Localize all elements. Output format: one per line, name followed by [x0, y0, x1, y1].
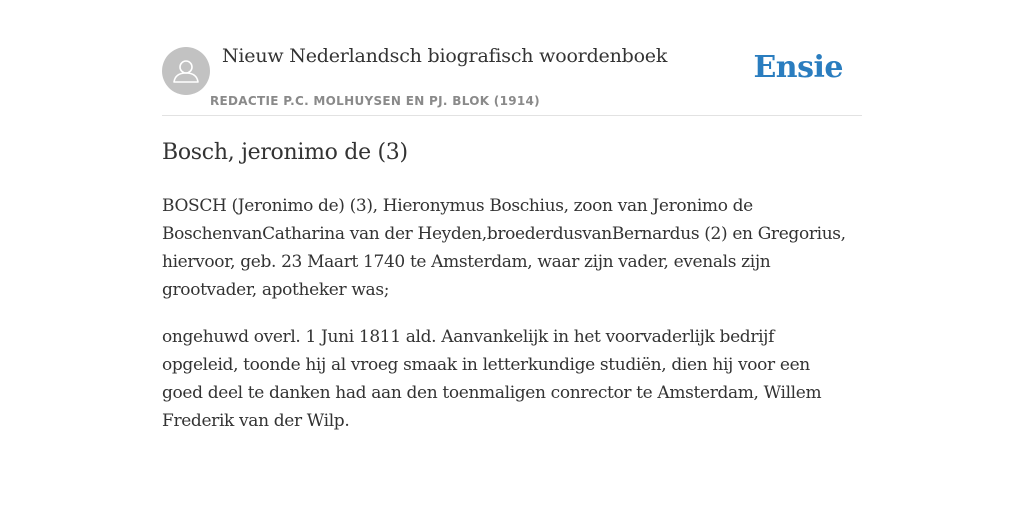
- paragraph-line: Frederik van der Wilp.: [162, 411, 350, 431]
- source-title[interactable]: Nieuw Nederlandsch biografisch woordenboek: [222, 45, 668, 67]
- ensie-logo[interactable]: Ensie: [753, 50, 843, 85]
- paragraph-line: ongehuwd overl. 1 Juni 1811 ald. Aanvankelijk in het voorvaderlijk bedrijf: [162, 327, 775, 347]
- paragraph-line: BoschenvanCatharina van der Heyden,broederdusvanBernardus (2) en Gregorius,: [162, 224, 846, 244]
- source-subtitle: REDACTIE P.C. MOLHUYSEN EN PJ. BLOK (1914): [210, 94, 540, 108]
- entry-paragraph: [162, 323, 862, 435]
- paragraph-line: hiervoor, geb. 23 Maart 1740 te Amsterdam, waar zijn vader, evenals zijn: [162, 252, 771, 272]
- paragraph-line: grootvader, apotheker was;: [162, 280, 390, 300]
- entry-paragraph: [162, 192, 862, 304]
- entry-title: Bosch, jeronimo de (3): [162, 140, 408, 165]
- paragraph-line: goed deel te danken had aan den toenmaligen conrector te Amsterdam, Willem: [162, 383, 822, 403]
- user-icon: [162, 47, 210, 95]
- content-column: [162, 0, 862, 431]
- source-avatar[interactable]: [162, 47, 210, 95]
- source-header: [162, 0, 862, 116]
- paragraph-line: BOSCH (Jeronimo de) (3), Hieronymus Boschius, zoon van Jeronimo de: [162, 196, 753, 216]
- paragraph-line: opgeleid, toonde hij al vroeg smaak in letterkundige studiën, dien hij voor een: [162, 355, 810, 375]
